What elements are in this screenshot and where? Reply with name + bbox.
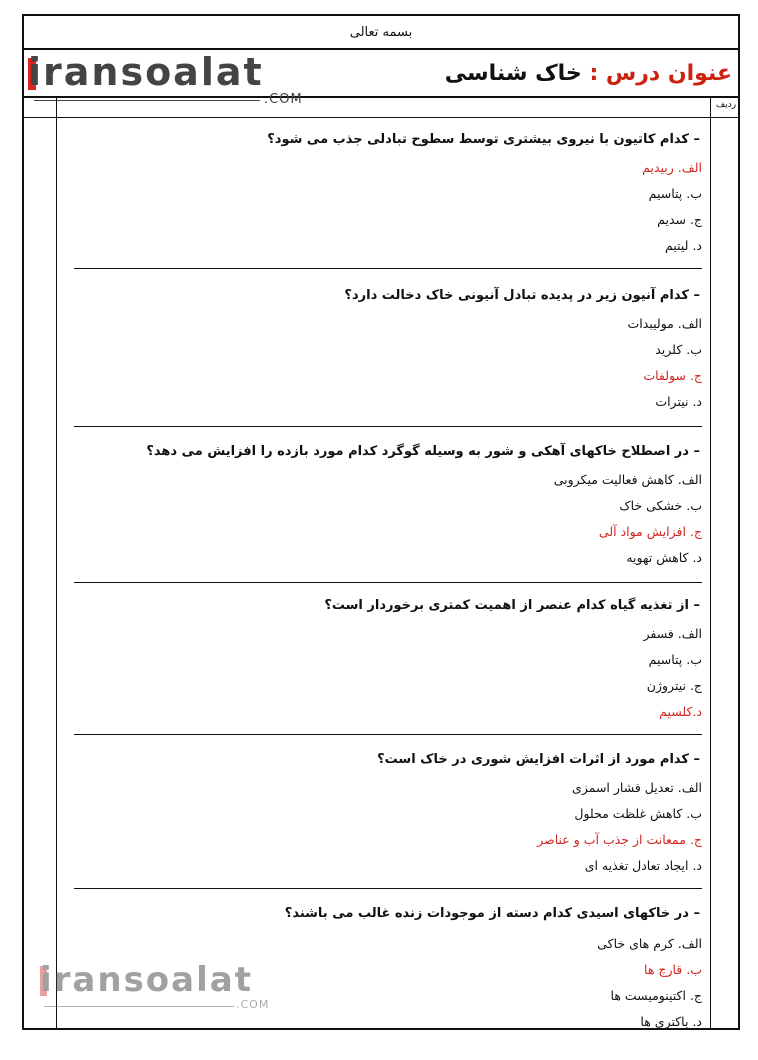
option-a: الف. فسفر [643, 626, 702, 641]
option-c: ج. ممعانت از جذب آب و عناصر [537, 832, 702, 847]
option-c: ج. سدیم [657, 212, 702, 227]
table-header-row [24, 98, 738, 118]
option-b: ب. کاهش غلظت محلول [574, 806, 702, 821]
question-3 [58, 444, 708, 576]
question-divider [74, 426, 702, 427]
option-b: ب. خشکی خاک [619, 498, 702, 513]
question-divider [74, 734, 702, 735]
option-b: ب. پتاسیم [648, 652, 702, 667]
question-text: – کدام آنیون زیر در پدیده تبادل آنیونی خاک دخالت دارد؟ [344, 288, 700, 303]
logo-text: iransoalat [28, 50, 264, 94]
option-c: ج. اکتینومیست ها [610, 988, 702, 1003]
course-title [445, 50, 732, 98]
question-4 [58, 598, 708, 730]
row-column-divider [710, 98, 711, 1030]
question-divider [74, 888, 702, 889]
course-name: خاک شناسی [444, 61, 582, 86]
option-a: الف. کاهش فعالیت میکروبی [553, 472, 702, 487]
option-b: ب. قارچ ها [644, 962, 702, 977]
option-b: ب. پتاسیم [648, 186, 702, 201]
option-d: د. لیتیم [665, 238, 702, 253]
watermark-underline [44, 1006, 234, 1007]
option-d: د. ایجاد تعادل تغذیه ای [584, 858, 702, 873]
header-bismillah: بسمه تعالی [24, 16, 738, 50]
option-d: د. کاهش تهویه [626, 550, 702, 565]
option-a: الف. ربیدیم [642, 160, 702, 175]
course-label: عنوان درس : [589, 61, 732, 86]
option-d: د. نیترات [655, 394, 702, 409]
logo-suffix: .COM [264, 92, 303, 107]
option-d: د.کلسیم [659, 704, 702, 719]
question-text: – کدام کاتیون با نیروی بیشتری توسط سطوح تبادلی جذب می شود؟ [267, 132, 700, 147]
exam-sheet [22, 14, 740, 1030]
watermark-suffix: .COM [236, 998, 270, 1011]
site-logo [28, 50, 328, 107]
option-c: ج. سولفات [643, 368, 702, 383]
option-c: ج. افزایش مواد آلی [598, 524, 702, 539]
question-text: – در اصطلاح خاکهای آهکی و شور به وسیله گوگرد کدام مورد بازده را افزایش می دهد؟ [146, 444, 700, 459]
option-a: الف. کرم های خاکی [597, 936, 702, 951]
question-text: – کدام مورد از اثرات افزایش شوری در خاک است؟ [377, 752, 700, 767]
left-column-divider [56, 98, 57, 1030]
question-text: – از تغذیه گیاه کدام عنصر از اهمیت کمتری برخوردار است؟ [324, 598, 700, 613]
question-divider [74, 268, 702, 269]
question-divider [74, 582, 702, 583]
question-2 [58, 288, 708, 420]
question-text: – در خاکهای اسیدی کدام دسته از موجودات زنده غالب می باشند؟ [284, 906, 700, 921]
option-a: الف. مولیبدات [627, 316, 702, 331]
option-a: الف. تعدیل فشار اسمزی [572, 780, 702, 795]
watermark-text: iransoalat [40, 960, 253, 1000]
option-c: ج. نیتروژن [646, 678, 702, 693]
option-d: د. باکتری ها [640, 1014, 702, 1029]
question-5 [58, 752, 708, 884]
option-b: ب. کلرید [655, 342, 702, 357]
question-1 [58, 132, 708, 264]
watermark-logo [40, 960, 280, 1020]
row-number-label: ردیف [715, 100, 737, 110]
